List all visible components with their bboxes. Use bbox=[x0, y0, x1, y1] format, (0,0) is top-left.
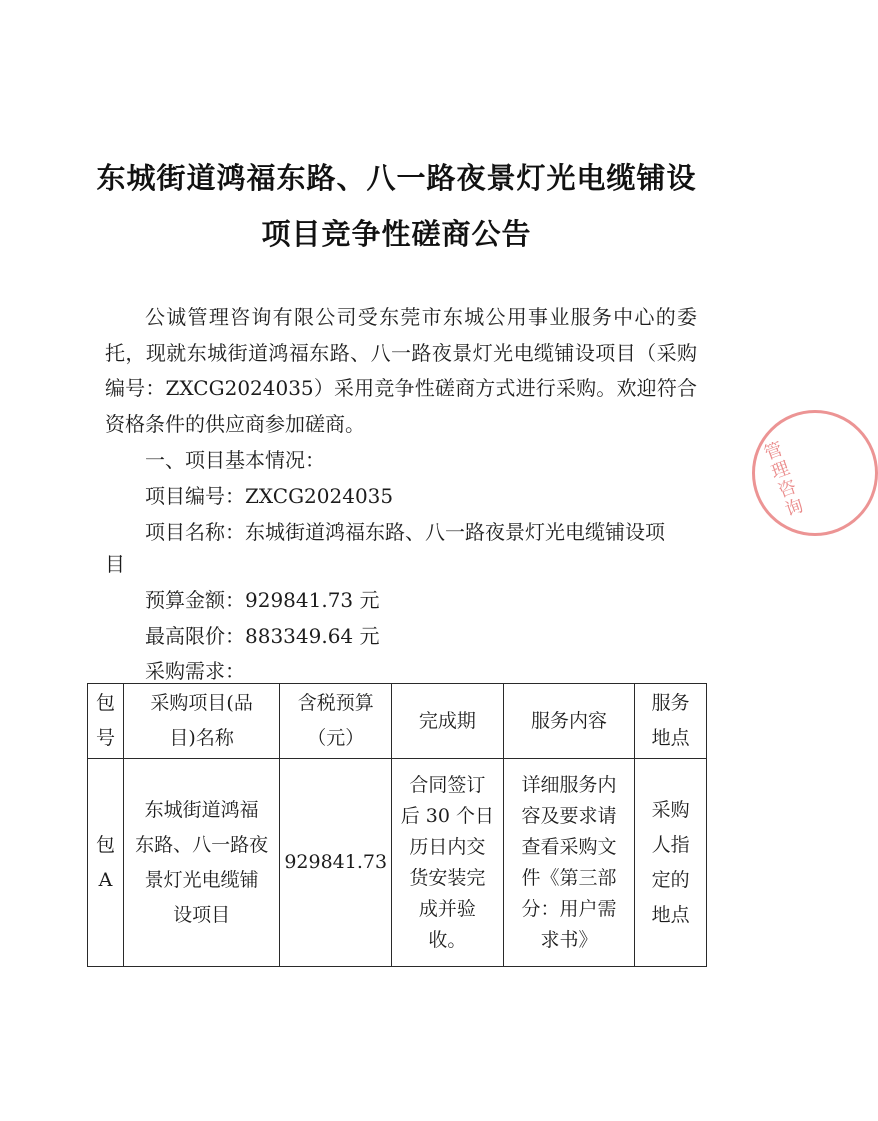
notice-title-line2: 项目竞争性磋商公告 bbox=[261, 217, 532, 251]
max-price: 最高限价：883349.64 元 bbox=[145, 624, 380, 648]
company-seal-text: 管理咨询 bbox=[761, 438, 807, 522]
project-number: 项目编号：ZXCG2024035 bbox=[145, 484, 394, 508]
table-header-row bbox=[88, 684, 707, 759]
notice-title-line1: 东城街道鸿福东路、八一路夜景灯光电缆铺设 bbox=[96, 161, 697, 195]
header-service-content: 服务内容 bbox=[503, 684, 635, 759]
intro-paragraph: 公诚管理咨询有限公司受东莞市东城公用事业服务中心的委托，现就东城街道鸿福东路、八一路夜景灯光电缆铺设项目（采购编号：ZXCG2024035）采用竞争性磋商方式进行采购。欢迎符合资格条件的供应商参加磋商。 bbox=[105, 305, 697, 436]
cell-service-content: 详细服务内 容及要求请 查看采购文 件《第三部 分：用户需 求书》 bbox=[503, 759, 635, 967]
header-item-name: 采购项目(品 目)名称 bbox=[123, 684, 279, 759]
cell-service-place: 采购 人指 定的 地点 bbox=[635, 759, 707, 967]
header-completion-period: 完成期 bbox=[392, 684, 504, 759]
cell-package-no: 包 A bbox=[88, 759, 124, 967]
cell-item-name: 东城街道鸿福 东路、八一路夜 景灯光电缆铺 设项目 bbox=[123, 759, 279, 967]
header-package-no: 包 号 bbox=[88, 684, 124, 759]
header-tax-budget: 含税预算 （元） bbox=[280, 684, 392, 759]
table-row bbox=[88, 759, 707, 967]
requirement-label: 采购需求： bbox=[145, 659, 245, 683]
header-service-place: 服务 地点 bbox=[635, 684, 707, 759]
section-heading-basic-info: 一、项目基本情况： bbox=[145, 448, 325, 472]
requirement-table bbox=[87, 683, 707, 967]
project-name-line1: 项目名称：东城街道鸿福东路、八一路夜景灯光电缆铺设项 bbox=[145, 520, 665, 544]
budget-amount: 预算金额：929841.73 元 bbox=[145, 588, 380, 612]
cell-completion-period: 合同签订 后 30 个日 历日内交 货安装完 成并验 收。 bbox=[392, 759, 504, 967]
cell-tax-budget: 929841.73 bbox=[280, 759, 392, 967]
project-name-line2: 目 bbox=[105, 552, 125, 576]
